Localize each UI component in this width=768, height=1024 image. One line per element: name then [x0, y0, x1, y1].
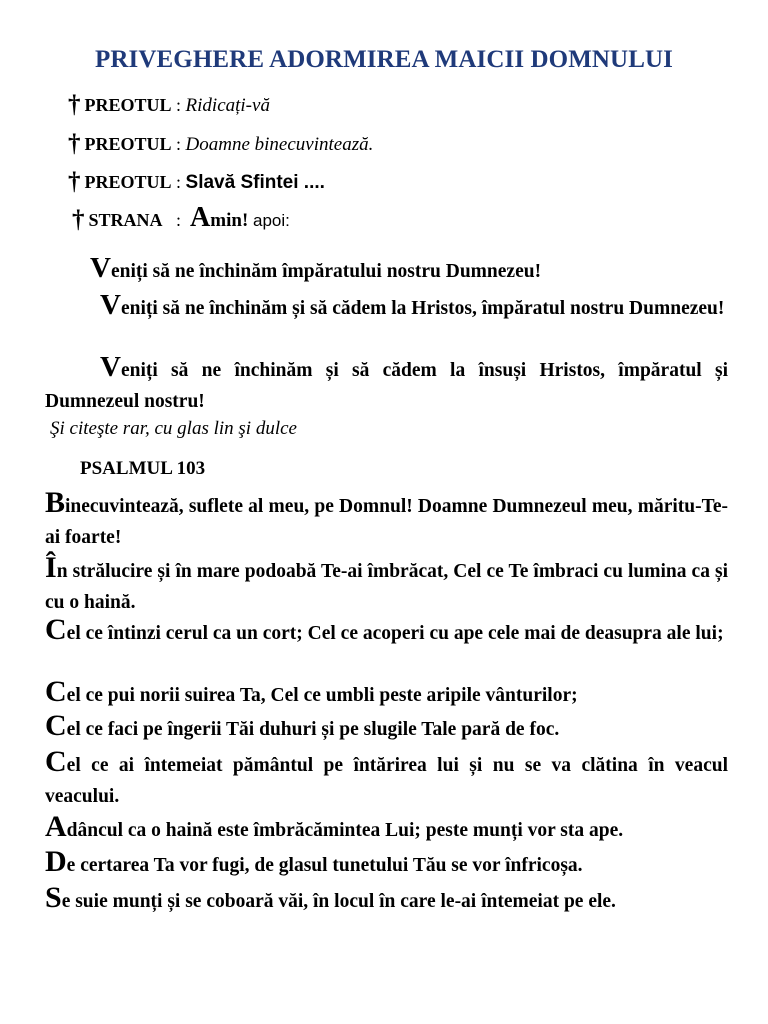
drop-letter: C — [45, 709, 67, 742]
verse-text: inecuvintează, suflete al meu, pe Domnul! Doamne Dumnezeul meu, măritu-Te-ai foarte! — [45, 496, 728, 548]
psalm-verse — [45, 551, 728, 618]
rubric-separator: : — [162, 210, 191, 230]
invitation-text: eniți să ne închinăm împăratului nostru Dumnezeu! — [110, 261, 542, 282]
psalm-verse — [45, 881, 728, 917]
psalm-verse — [45, 845, 728, 881]
invitation-line — [45, 351, 728, 417]
rubric-separator: : — [171, 95, 186, 115]
verse-text: el ce întinzi cerul ca un cort; Cel ce acoperi cu ape cele mai de deasupra ale lui; — [66, 623, 724, 644]
rubric-role: PREOTUL — [84, 172, 172, 192]
cross-icon: † — [68, 130, 81, 157]
page-title: PRIVEGHERE ADORMIREA MAICII DOMNULUI — [95, 46, 673, 73]
psalm-verse — [45, 745, 728, 812]
verse-text: dâncul ca o haină este îmbrăcămintea Lui; peste munți vor sta ape. — [66, 820, 624, 841]
psalm-verse — [45, 810, 728, 846]
drop-letter: C — [45, 613, 67, 646]
rubric-separator: : — [171, 172, 186, 192]
psalm-verse — [45, 709, 728, 745]
verse-text: e certarea Ta vor fugi, de glasul tunetului Tău se vor înfricoșa. — [66, 855, 583, 876]
rubric-text: Slavă Sfintei .... — [185, 172, 325, 193]
drop-letter: V — [90, 252, 111, 284]
drop-letter: V — [100, 289, 121, 321]
rubric-role: STRANA — [88, 210, 163, 230]
drop-letter: V — [100, 351, 121, 383]
drop-letter: C — [45, 745, 67, 778]
psalm-verse — [45, 486, 728, 553]
rubric-suffix: apoi: — [248, 211, 290, 230]
rubric-drop-letter: A — [190, 202, 211, 233]
rubric-line — [68, 169, 325, 194]
rubric-note: Şi citeşte rar, cu glas lin şi dulce — [50, 418, 297, 439]
invitation-line — [45, 289, 728, 324]
drop-letter: C — [45, 675, 67, 708]
rubric-line — [68, 131, 373, 156]
invitation-text: eniți să ne închinăm și să cădem la Hristos, împăratul nostru Dumnezeu! — [120, 298, 725, 319]
rubric-text: Doamne binecuvintează. — [185, 134, 374, 155]
cross-icon: † — [72, 206, 85, 233]
verse-text: n strălucire și în mare podoabă Te-ai îmbrăcat, Cel ce Te îmbraci cu lumina ca și cu o haină. — [45, 561, 728, 613]
rubric-line — [68, 92, 270, 117]
rubric-text: min! — [210, 210, 249, 231]
verse-text: el ce ai întemeiat pământul pe întărirea lui și nu se va clătina în veacul veacului. — [45, 755, 728, 807]
invitation-line — [90, 252, 730, 287]
drop-letter: B — [45, 486, 66, 519]
rubric-separator: : — [171, 134, 186, 154]
cross-icon: † — [68, 91, 81, 118]
drop-letter: A — [45, 810, 67, 843]
verse-text: el ce faci pe îngerii Tăi duhuri și pe slugile Tale pară de foc. — [66, 719, 560, 740]
verse-text: e suie munți și se coboară văi, în locul în care le-ai întemeiat pe ele. — [61, 891, 616, 912]
psalm-title: PSALMUL 103 — [80, 458, 206, 479]
psalm-verse — [45, 675, 728, 711]
rubric-role: PREOTUL — [84, 134, 172, 154]
rubric-line — [72, 204, 290, 232]
rubric-text: Ridicați-vă — [185, 95, 270, 116]
invitation-text: eniți să ne închinăm și să cădem la însuși Hristos, împăratul și Dumnezeul nostru! — [45, 360, 728, 412]
psalm-verse — [45, 613, 728, 649]
verse-text: el ce pui norii suirea Ta, Cel ce umbli peste aripile vânturilor; — [66, 685, 578, 706]
drop-letter: S — [45, 881, 62, 914]
drop-letter: D — [45, 845, 67, 878]
rubric-role: PREOTUL — [84, 95, 172, 115]
cross-icon: † — [68, 168, 81, 195]
drop-letter: Î — [45, 551, 57, 584]
